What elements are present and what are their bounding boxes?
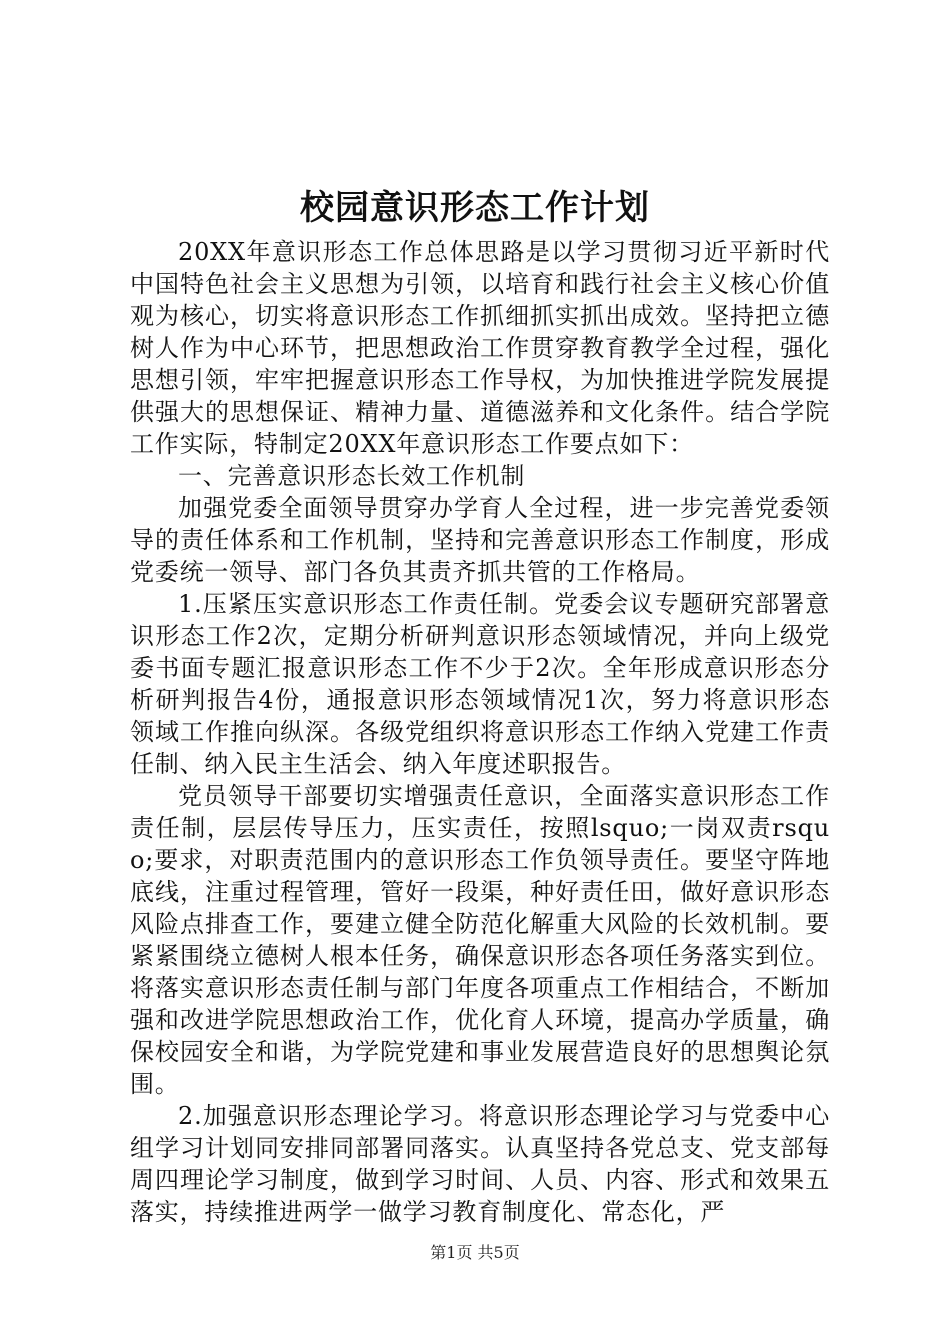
page-number-footer: 第1页 共5页: [430, 1243, 520, 1262]
document-title: 校园意识形态工作计划: [300, 188, 650, 228]
paragraph-section-1: 加强党委全面领导贯穿办学育人全过程，进一步完善党委领导的责任体系和工作机制，坚持和完善意识形态工作制度，形成党委统一领导、部门各负其责齐抓共管的工作格局。: [130, 494, 830, 586]
section-heading-1: 一、完善意识形态长效工作机制: [178, 462, 526, 490]
document-body: [130, 236, 830, 1228]
paragraph-item-1: 1.压紧压实意识形态工作责任制。党委会议专题研究部署意识形态工作2次，定期分析研判意识形态领域情况，并向上级党委书面专题汇报意识形态工作不少于2次。全年形成意识形态分析研判报告4份，通报意识形态领域情况1次，努力将意识形态领域工作推向纵深。各级党组织将意识形态工作纳入党建工作责任制、纳入民主生活会、纳入年度述职报告。: [130, 590, 830, 778]
paragraph-leaders: 党员领导干部要切实增强责任意识，全面落实意识形态工作责任制，层层传导压力，压实责任，按照lsquo;一岗双责rsquo;要求，对职责范围内的意识形态工作负领导责任。要坚守阵地底线，注重过程管理，管好一段渠，种好责任田，做好意识形态风险点排查工作，要建立健全防范化解重大风险的长效机制。要紧紧围绕立德树人根本任务，确保意识形态各项任务落实到位。将落实意识形态责任制与部门年度各项重点工作相结合，不断加强和改进学院思想政治工作，优化育人环境，提高办学质量，确保校园安全和谐，为学院党建和事业发展营造良好的思想舆论氛围。: [130, 782, 830, 1098]
paragraph-item-2: 2.加强意识形态理论学习。将意识形态理论学习与党委中心组学习计划同安排同部署同落实。认真坚持各党总支、党支部每周四理论学习制度，做到学习时间、人员、内容、形式和效果五落实，持续推进两学一做学习教育制度化、常态化，严: [130, 1102, 830, 1226]
paragraph-intro: 20XX年意识形态工作总体思路是以学习贯彻习近平新时代中国特色社会主义思想为引领，以培育和践行社会主义核心价值观为核心，切实将意识形态工作抓细抓实抓出成效。坚持把立德树人作为中心环节，把思想政治工作贯穿教育教学全过程，强化思想引领，牢牢把握意识形态工作导权，为加快推进学院发展提供强大的思想保证、精神力量、道德滋养和文化条件。结合学院工作实际，特制定20XX年意识形态工作要点如下：: [130, 238, 830, 458]
